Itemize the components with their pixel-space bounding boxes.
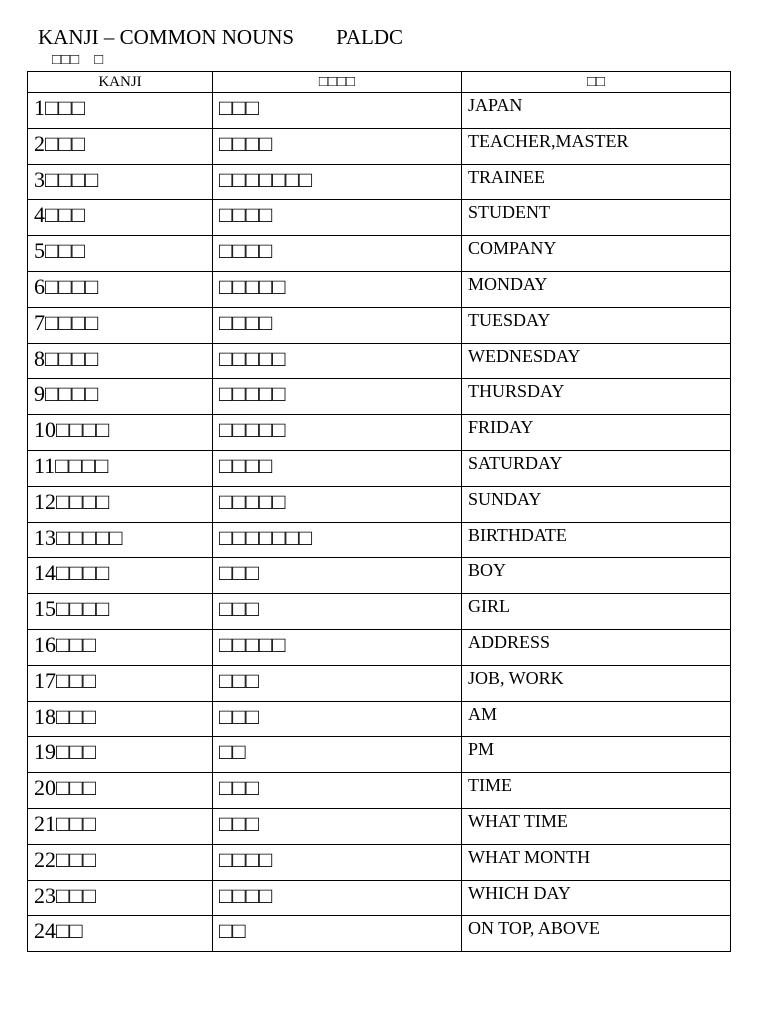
reading-cell: □□□□□ — [213, 629, 462, 665]
table-row — [28, 450, 731, 486]
reading-cell: □□□□ — [213, 450, 462, 486]
table-row — [28, 629, 731, 665]
kanji-cell: 18□□□ — [28, 701, 213, 737]
table-row — [28, 701, 731, 737]
reading-cell: □□□□ — [213, 200, 462, 236]
table-row — [28, 415, 731, 451]
table-row — [28, 737, 731, 773]
meaning-cell: SATURDAY — [462, 450, 731, 486]
kanji-cell: 16□□□ — [28, 629, 213, 665]
kanji-cell: 15□□□□ — [28, 594, 213, 630]
meaning-cell: WHAT MONTH — [462, 844, 731, 880]
page-subtitle: □□□ □ — [52, 52, 104, 68]
table-row — [28, 916, 731, 952]
meaning-cell: TIME — [462, 773, 731, 809]
reading-cell: □□□□ — [213, 844, 462, 880]
reading-cell: □□□□ — [213, 880, 462, 916]
table-row — [28, 200, 731, 236]
meaning-cell: JAPAN — [462, 93, 731, 129]
table-row — [28, 307, 731, 343]
table-header — [28, 72, 731, 93]
reading-cell: □□□ — [213, 773, 462, 809]
meaning-cell: ADDRESS — [462, 629, 731, 665]
table-row — [28, 773, 731, 809]
meaning-cell: WHICH DAY — [462, 880, 731, 916]
table-row — [28, 665, 731, 701]
meaning-cell: THURSDAY — [462, 379, 731, 415]
reading-cell: □□□ — [213, 558, 462, 594]
column-header-reading: □□□□ — [213, 72, 462, 93]
meaning-cell: PM — [462, 737, 731, 773]
table-row — [28, 343, 731, 379]
reading-cell: □□□ — [213, 701, 462, 737]
table-row — [28, 880, 731, 916]
meaning-cell: STUDENT — [462, 200, 731, 236]
table-row — [28, 93, 731, 129]
kanji-cell: 5□□□ — [28, 236, 213, 272]
meaning-cell: WHAT TIME — [462, 808, 731, 844]
reading-cell: □□□□□□□ — [213, 522, 462, 558]
table-row — [28, 594, 731, 630]
reading-cell: □□□ — [213, 665, 462, 701]
meaning-cell: MONDAY — [462, 271, 731, 307]
table-body — [28, 93, 731, 952]
reading-cell: □□□ — [213, 808, 462, 844]
meaning-cell: TUESDAY — [462, 307, 731, 343]
reading-cell: □□□□ — [213, 307, 462, 343]
meaning-cell: GIRL — [462, 594, 731, 630]
reading-cell: □□□□□ — [213, 343, 462, 379]
kanji-cell: 1□□□ — [28, 93, 213, 129]
reading-cell: □□□□□ — [213, 486, 462, 522]
table-row — [28, 128, 731, 164]
meaning-cell: BIRTHDATE — [462, 522, 731, 558]
kanji-cell: 11□□□□ — [28, 450, 213, 486]
vocabulary-table — [27, 71, 731, 952]
reading-cell: □□□□□ — [213, 271, 462, 307]
table-row — [28, 558, 731, 594]
table-row — [28, 808, 731, 844]
kanji-cell: 4□□□ — [28, 200, 213, 236]
table-row — [28, 522, 731, 558]
kanji-cell: 17□□□ — [28, 665, 213, 701]
kanji-cell: 14□□□□ — [28, 558, 213, 594]
kanji-cell: 10□□□□ — [28, 415, 213, 451]
header-row — [28, 72, 731, 93]
table-row — [28, 844, 731, 880]
meaning-cell: JOB, WORK — [462, 665, 731, 701]
table-row — [28, 271, 731, 307]
kanji-cell: 21□□□ — [28, 808, 213, 844]
reading-cell: □□□ — [213, 594, 462, 630]
kanji-cell: 13□□□□□ — [28, 522, 213, 558]
title-text: KANJI – COMMON NOUNS — [38, 25, 295, 49]
meaning-cell: TEACHER,MASTER — [462, 128, 731, 164]
kanji-cell: 2□□□ — [28, 128, 213, 164]
kanji-cell: 9□□□□ — [28, 379, 213, 415]
kanji-cell: 20□□□ — [28, 773, 213, 809]
reading-cell: □□□ — [213, 93, 462, 129]
table-row — [28, 164, 731, 200]
reading-cell: □□□□□□□ — [213, 164, 462, 200]
kanji-cell: 6□□□□ — [28, 271, 213, 307]
kanji-cell: 12□□□□ — [28, 486, 213, 522]
reading-cell: □□□□□ — [213, 415, 462, 451]
meaning-cell: FRIDAY — [462, 415, 731, 451]
kanji-cell: 19□□□ — [28, 737, 213, 773]
reading-cell: □□ — [213, 916, 462, 952]
meaning-cell: COMPANY — [462, 236, 731, 272]
column-header-meaning: □□ — [462, 72, 731, 93]
meaning-cell: BOY — [462, 558, 731, 594]
column-header-kanji: KANJI — [28, 72, 213, 93]
kanji-cell: 3□□□□ — [28, 164, 213, 200]
page-title — [38, 24, 403, 50]
meaning-cell: TRAINEE — [462, 164, 731, 200]
kanji-cell: 7□□□□ — [28, 307, 213, 343]
table-row — [28, 236, 731, 272]
kanji-cell: 8□□□□ — [28, 343, 213, 379]
table-row — [28, 379, 731, 415]
meaning-cell: AM — [462, 701, 731, 737]
kanji-cell: 23□□□ — [28, 880, 213, 916]
reading-cell: □□ — [213, 737, 462, 773]
meaning-cell: ON TOP, ABOVE — [462, 916, 731, 952]
meaning-cell: WEDNESDAY — [462, 343, 731, 379]
meaning-cell: SUNDAY — [462, 486, 731, 522]
kanji-cell: 24□□ — [28, 916, 213, 952]
reading-cell: □□□□ — [213, 236, 462, 272]
kanji-cell: 22□□□ — [28, 844, 213, 880]
table-row — [28, 486, 731, 522]
reading-cell: □□□□□ — [213, 379, 462, 415]
reading-cell: □□□□ — [213, 128, 462, 164]
org-label: PALDC — [336, 25, 404, 49]
